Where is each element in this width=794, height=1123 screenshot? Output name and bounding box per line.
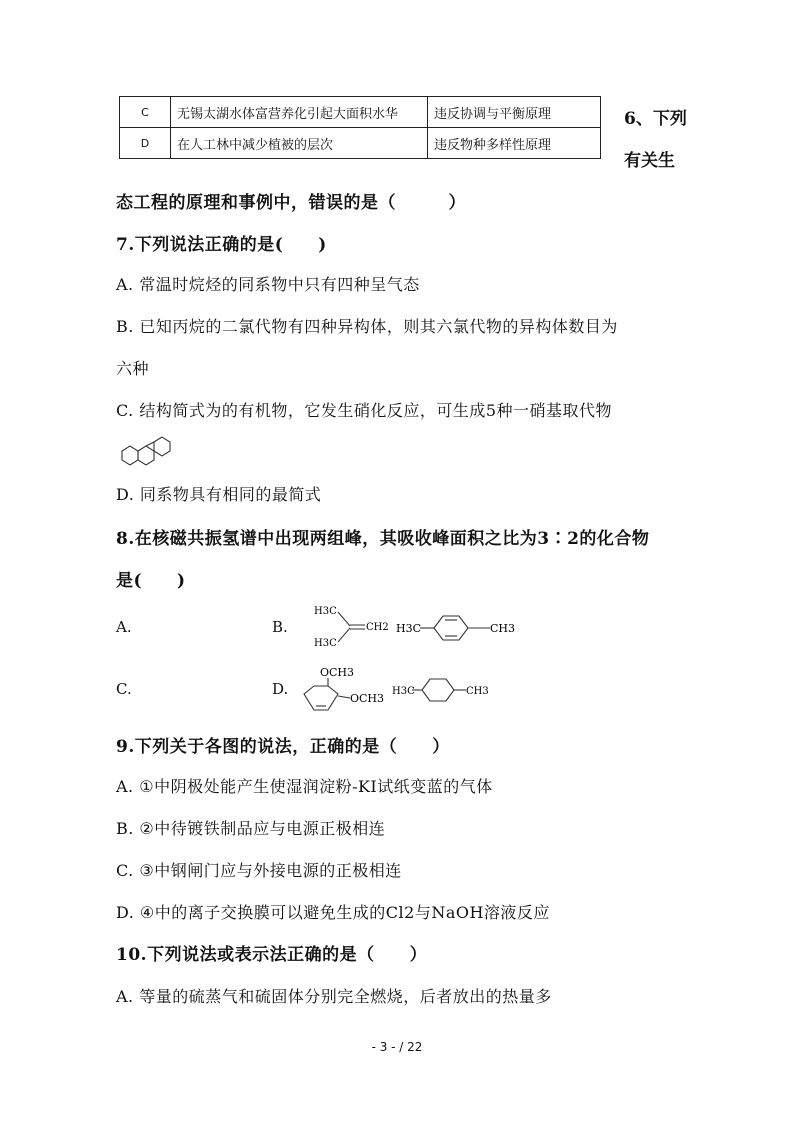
struct-label: CH3 — [490, 622, 516, 635]
page-number: - 3 - / 22 — [371, 1040, 423, 1054]
q8-option-a-label: A. — [116, 618, 132, 636]
q7-option-a: A. 常温时烷烃的同系物中只有四种呈气态 — [116, 275, 420, 294]
table-row — [120, 128, 601, 159]
struct-label: OCH3 — [350, 692, 385, 705]
dimethylcyclohexane-structure — [392, 674, 492, 708]
struct-label: OCH3 — [320, 666, 355, 679]
option-event: 无锡太湖水体富营养化引起大面积水华 — [171, 97, 428, 128]
q9-option-a: A. ①中阴极处能产生使湿润淀粉-KI试纸变蓝的气体 — [116, 777, 493, 796]
option-principle: 违反物种多样性原理 — [428, 128, 601, 159]
struct-label: CH2 — [366, 622, 389, 633]
q7-stem: 7.下列说法正确的是( ) — [116, 235, 327, 255]
table-row — [120, 97, 601, 128]
options-table — [119, 96, 601, 159]
q7-option-c: C. 结构简式为的有机物，它发生硝化反应，可生成5种一硝基取代物 — [116, 401, 613, 420]
q8-option-c-label: C. — [116, 680, 132, 698]
q8-stem: 8.在核磁共振氢谱中出现两组峰，其吸收峰面积之比为3∶2的化合物 — [116, 529, 650, 549]
phenanthrene-structure — [112, 428, 182, 474]
q10-option-a: A. 等量的硫蒸气和硫固体分别完全燃烧，后者放出的热量多 — [116, 987, 552, 1006]
option-principle: 违反协调与平衡原理 — [428, 97, 601, 128]
q7-option-b-cont: 六种 — [116, 359, 150, 378]
option-letter: D — [120, 128, 171, 159]
q9-option-d: D. ④中的离子交换膜可以避免生成的Cl2与NaOH溶液反应 — [116, 903, 550, 922]
q8-stem-cont: 是( ) — [116, 571, 186, 591]
struct-label: H3C — [396, 622, 422, 635]
struct-label: H3C — [392, 686, 415, 697]
option-letter: C — [120, 97, 171, 128]
struct-label: H3C — [314, 638, 337, 649]
q8-option-d-label: D. — [272, 680, 289, 698]
q6-stem: 态工程的原理和事例中，错误的是（ ） — [116, 193, 466, 213]
struct-label: CH3 — [466, 686, 489, 697]
q7-option-b: B. 已知丙烷的二氯代物有四种异构体，则其六氯代物的异构体数目为 — [116, 317, 618, 336]
q10-stem: 10.下列说法或表示法正确的是（ ） — [116, 945, 428, 965]
option-event: 在人工林中减少植被的层次 — [171, 128, 428, 159]
q8-option-b-label: B. — [272, 618, 288, 636]
dimethoxybenzene-structure — [290, 664, 402, 722]
q9-stem: 9.下列关于各图的说法，正确的是（ ） — [116, 737, 450, 757]
q6-side-text-1: 6、下列 — [624, 109, 687, 129]
q9-option-c: C. ③中钢闸门应与外接电源的正极相连 — [116, 861, 402, 880]
q7-option-d: D. 同系物具有相同的最简式 — [116, 485, 322, 504]
p-xylene-structure — [396, 608, 518, 648]
q9-option-b: B. ②中待镀铁制品应与电源正极相连 — [116, 819, 386, 838]
isobutylene-structure — [312, 600, 394, 652]
struct-label: H3C — [314, 606, 337, 617]
q6-side-text-2: 有关生 — [624, 151, 675, 171]
